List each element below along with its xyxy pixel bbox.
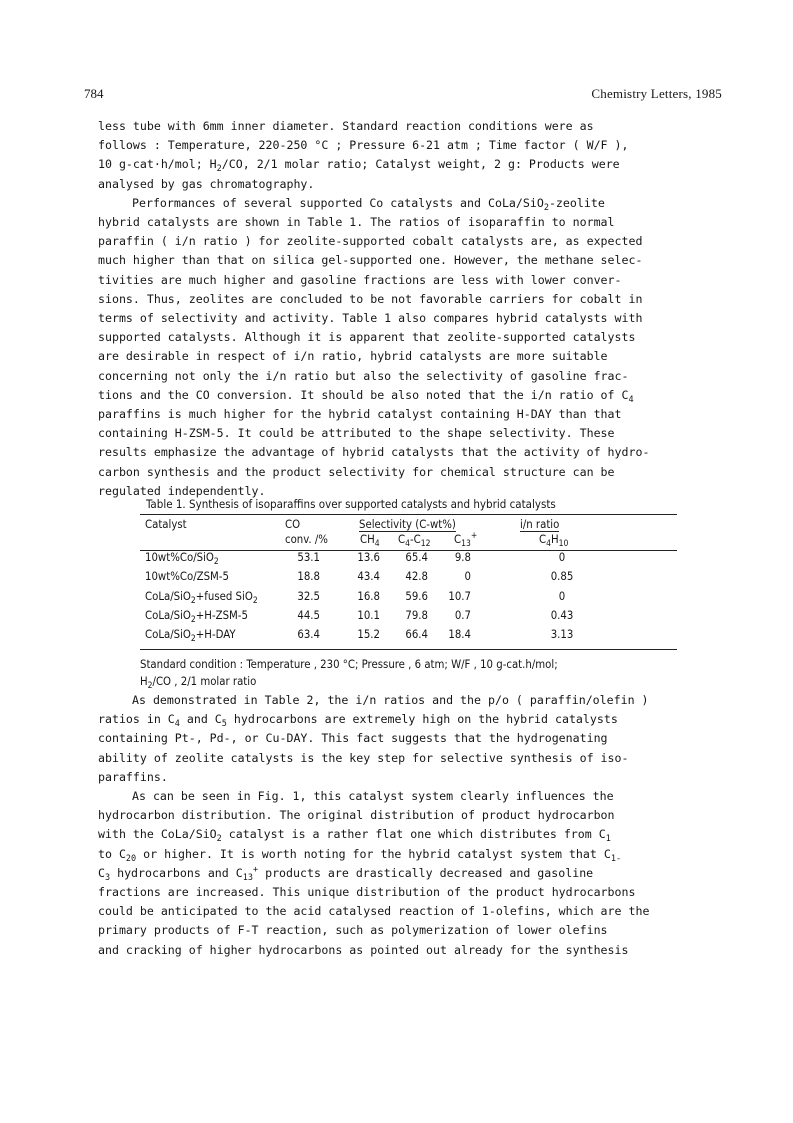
table-footnote: Standard condition : Temperature , 230 °C; Pressure , 6 atm; W/F , 10 g-cat.h/mol; $H_2/CO$ , 2/1 molar ratio	[140, 658, 558, 691]
header-c4h10: $C_4H_{10}$	[539, 533, 569, 549]
table-row	[142, 590, 677, 608]
header-catalyst: Catalyst	[145, 518, 187, 531]
header-c4-c12: $C_4-C_{12}$	[398, 533, 431, 549]
cell-catalyst: 10wt%Co/ZSM-5	[145, 570, 229, 583]
header-c13: $C_{13}^+$	[454, 531, 478, 549]
body-text-bottom	[98, 691, 701, 960]
table-row	[142, 628, 677, 646]
header-co-conv: conv. /%	[285, 533, 328, 546]
cell-conv: 44.5	[297, 609, 320, 622]
cell-c13: 0	[464, 570, 471, 583]
cell-conv: 63.4	[297, 628, 320, 641]
cell-ratio: 0	[558, 590, 566, 603]
cell-catalyst: CoLa/SiO$_2$+fused SiO$_2$	[145, 590, 258, 606]
cell-catalyst: 10wt%Co/SiO$_2$	[145, 551, 219, 567]
header-ratio: i/n ratio	[520, 518, 560, 531]
table-caption: Table 1. Synthesis of isoparaffins over supported catalysts and hybrid catalysts	[146, 497, 556, 511]
paragraph-fig1: As can be seen in Fig. 1, this catalyst system clearly influences the hydrocarbon distribution. The original distribution of product hydrocarbon with the CoLa/SiO$_2$ catalyst is a rather flat one which distributes from $C_1$ to $C_{20}$ or higher. It is worth noting for the hybrid catalyst system that $C_{1-}$ $C_3$ hydrocarbons and $C_{13}^+$ products are drastically decreased and gasoline fractions are increased. This unique distribution of the product hydrocarbons could be anticipated to the acid catalysed reaction of 1-olefins, which are the primary products of F-T reaction, such as polymerization of lower olefins and cracking of higher hydrocarbons as pointed out already for the synthesis	[98, 789, 650, 957]
table-bottom-rule	[140, 649, 677, 650]
body-text-top	[98, 117, 701, 501]
cell-c13: 18.4	[448, 628, 471, 641]
header-ch4: $CH_4$	[360, 533, 380, 549]
cell-ratio: 0	[558, 551, 566, 564]
cell-c13: 9.8	[454, 551, 471, 564]
cell-conv: 53.1	[297, 551, 320, 564]
cell-c4c12: 79.8	[405, 609, 428, 622]
cell-ch4: 13.6	[357, 551, 380, 564]
page-number: 784	[84, 86, 104, 101]
journal-running-head: Chemistry Letters, 1985	[591, 86, 722, 101]
header-selectivity: Selectivity (C-wt%)	[359, 518, 456, 531]
cell-conv: 32.5	[297, 590, 320, 603]
table-row	[142, 551, 677, 569]
table-row	[142, 609, 677, 627]
cell-c4c12: 66.4	[405, 628, 428, 641]
cell-ratio: 0.43	[550, 609, 574, 622]
cell-ratio: 0.85	[550, 570, 574, 583]
paragraph-methods: less tube with 6mm inner diameter. Standard reaction conditions were as follows : Temperature, 220-250 °C ; Pressure 6-21 atm ; Time factor ( W/F ), 10 g-cat·h/mol; $H_2/CO$, 2/1 molar ratio; Catalyst weight, 2 g: Products were analysed by gas chromatography.	[98, 119, 629, 191]
paragraph-performance: Performances of several supported Co catalysts and CoLa/SiO$_2$-zeolite hybrid catalysts are shown in Table 1. The ratios of isoparaffin to normal paraffin ( i/n ratio ) for zeolite-supported cobalt catalysts are, as expected much higher than that on silica gel-supported one. However, the methane selec- tivities are much higher and gasoline fractions are less with lower conver- sions. Thus, zeolites are concluded to be not favorable carriers for cobalt in terms of selectivity and activity. Table 1 also compares hybrid catalysts with supported catalysts. Although it is apparent that zeolite-supported catalysts are desirable in respect of i/n ratio, hybrid catalysts are more suitable concerning not only the i/n ratio but also the selectivity of gasoline frac- tions and the CO conversion. It should be also noted that the i/n ratio of $C_4$ paraffins is much higher for the hybrid catalyst containing H-DAY than that containing H-ZSM-5. It could be attributed to the shape selectivity. These results emphasize the advantage of hybrid catalysts that the activity of hydro- carbon synthesis and the product selectivity for chemical structure can be regulated independently.	[98, 195, 650, 498]
cell-ch4: 16.8	[357, 590, 380, 603]
cell-catalyst: CoLa/SiO$_2$+H-ZSM-5	[145, 609, 248, 625]
table-top-rule	[140, 514, 677, 515]
cell-c4c12: 59.6	[405, 590, 428, 603]
table-row	[142, 570, 677, 588]
cell-catalyst: CoLa/SiO$_2$+H-DAY	[145, 628, 236, 644]
cell-c4c12: 42.8	[405, 570, 428, 583]
header-co: CO	[285, 518, 301, 531]
cell-ch4: 15.2	[357, 628, 380, 641]
table-header-row-2	[142, 533, 677, 551]
cell-c4c12: 65.4	[405, 551, 428, 564]
cell-ch4: 43.4	[357, 570, 380, 583]
cell-ch4: 10.1	[357, 609, 380, 622]
cell-ratio: 3.13	[550, 628, 574, 641]
cell-conv: 18.8	[297, 570, 320, 583]
table-header-rule	[140, 550, 677, 551]
cell-c13: 0.7	[454, 609, 471, 622]
paragraph-table2: As demonstrated in Table 2, the i/n ratios and the p/o ( paraffin/olefin ) ratios in $C_4$ and $C_5$ hydrocarbons are extremely high on the hybrid catalysts containing Pt-, Pd-, or Cu-DAY. This fact suggests that the hydrogenating ability of zeolite catalysts is the key step for selective synthesis of iso- paraffins.	[98, 693, 649, 784]
cell-c13: 10.7	[448, 590, 471, 603]
